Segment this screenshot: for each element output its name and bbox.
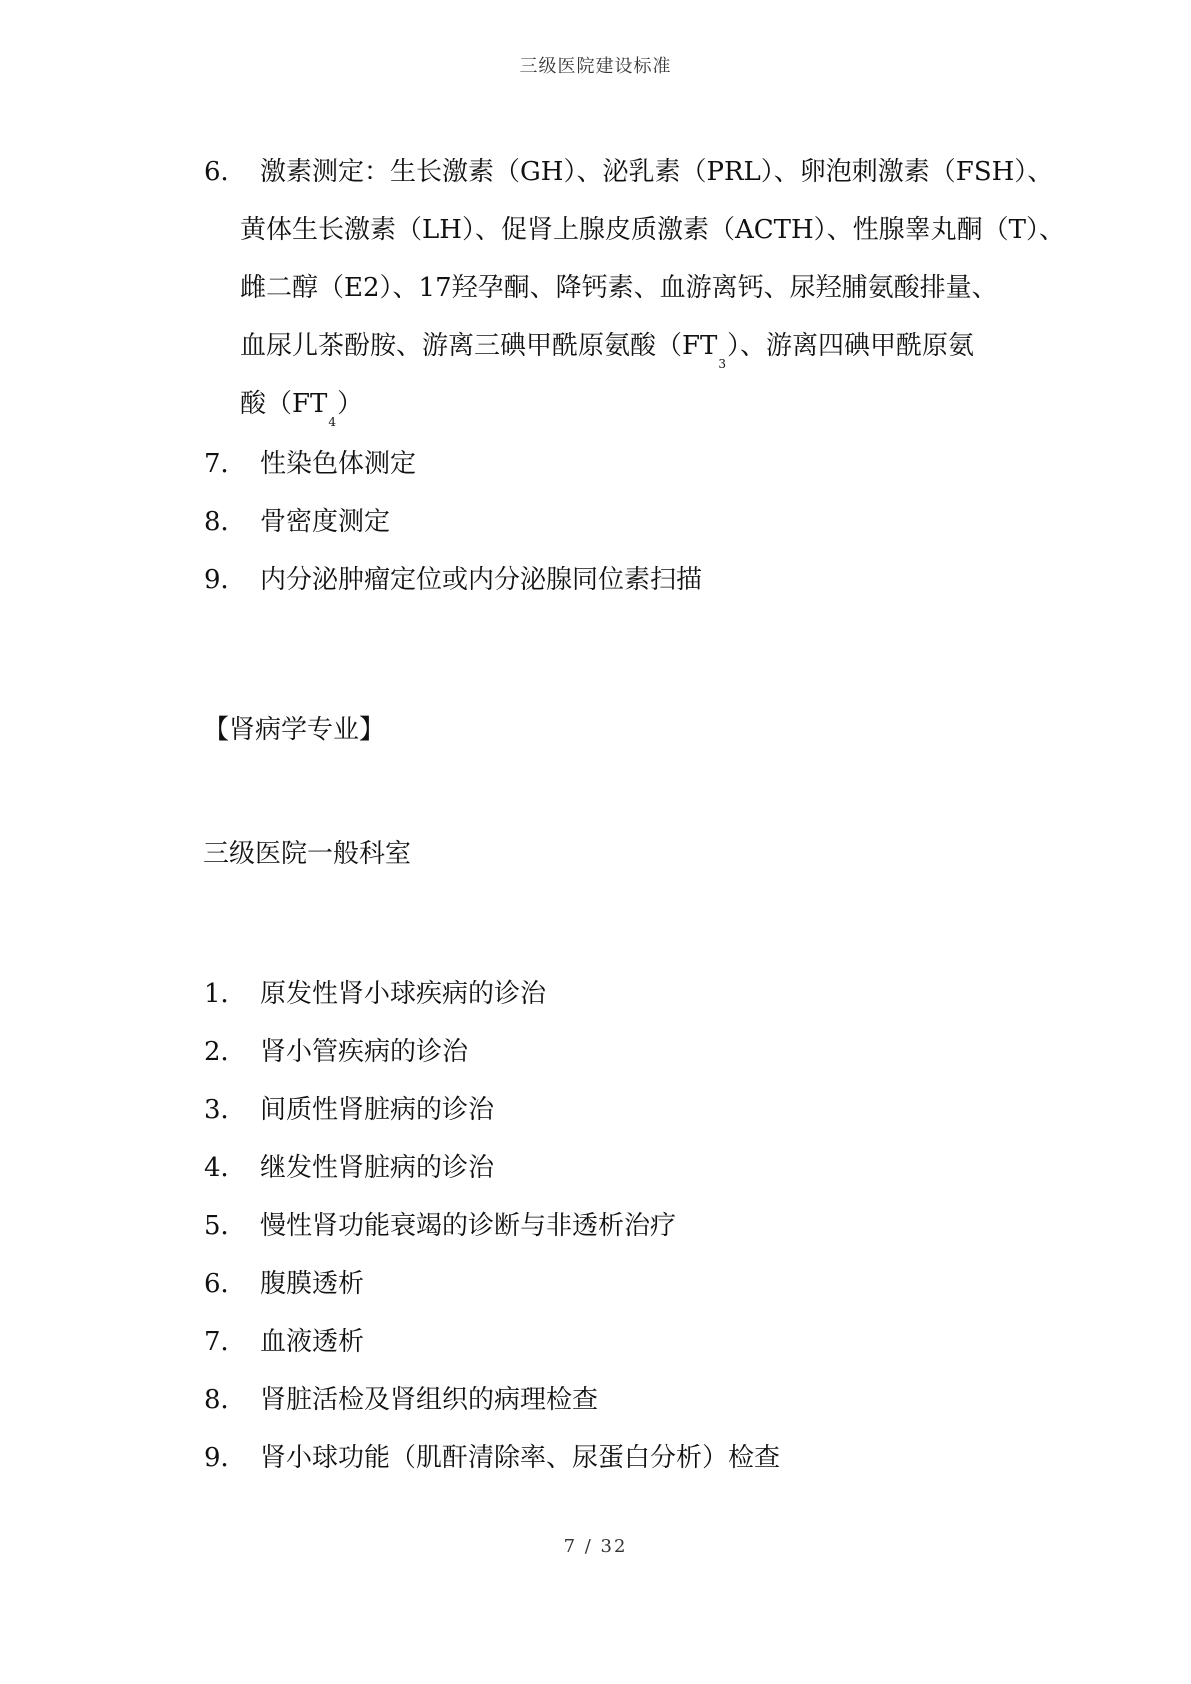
department-title: 三级医院一般科室 bbox=[203, 839, 412, 869]
list-item-number: 2． bbox=[204, 1037, 247, 1067]
list-item-number: 3． bbox=[204, 1095, 247, 1125]
section-title: 【肾病学专业】 bbox=[203, 715, 386, 745]
list-item-number: 5． bbox=[204, 1211, 247, 1241]
page-number: 7 / 32 bbox=[563, 1536, 628, 1557]
list-item bbox=[204, 506, 390, 538]
list-item-text: 间质性肾脏病的诊治 bbox=[260, 1095, 495, 1125]
text-segment: ）、游离四碘甲酰原氨 bbox=[727, 331, 975, 361]
list-item-text: 激素测定：生长激素（GH）、泌乳素（PRL）、卵泡刺激素（FSH）、 bbox=[260, 157, 1054, 187]
list-item-text: 继发性肾脏病的诊治 bbox=[260, 1153, 495, 1183]
list-item bbox=[204, 978, 546, 1010]
text-segment: 酸（FT bbox=[240, 389, 328, 419]
list-item-text: 慢性肾功能衰竭的诊断与非透析治疗 bbox=[260, 1211, 677, 1241]
list-item-number: 8． bbox=[204, 507, 247, 537]
list-item-number: 7． bbox=[204, 449, 247, 479]
list-item-number: 9． bbox=[204, 565, 247, 595]
list-item-text: 性染色体测定 bbox=[260, 449, 417, 479]
list-item bbox=[204, 1384, 598, 1416]
list-item bbox=[204, 1210, 676, 1242]
list-item bbox=[204, 156, 1053, 188]
list-item-text: 血液透析 bbox=[260, 1327, 365, 1357]
text-segment: 血尿儿茶酚胺、游离三碘甲酰原氨酸（FT bbox=[240, 331, 718, 361]
list-item bbox=[204, 1442, 780, 1474]
list-item-number: 6． bbox=[204, 157, 247, 187]
list-item-text: 骨密度测定 bbox=[260, 507, 391, 537]
text-segment: ） bbox=[337, 389, 364, 419]
list-item-number: 9． bbox=[204, 1443, 247, 1473]
list-item-number: 7． bbox=[204, 1327, 247, 1357]
list-item bbox=[204, 448, 416, 480]
list-item-number: 8． bbox=[204, 1385, 247, 1415]
list-item-continuation bbox=[240, 330, 975, 371]
list-item-text: 肾小管疾病的诊治 bbox=[260, 1037, 469, 1067]
list-item bbox=[204, 1094, 494, 1126]
list-item-continuation: 黄体生长激素（LH）、促肾上腺皮质激素（ACTH）、性腺睾丸酮（T）、 bbox=[240, 215, 1065, 245]
subscript: 3 bbox=[718, 357, 727, 371]
list-item bbox=[204, 1036, 468, 1068]
list-item bbox=[204, 1152, 494, 1184]
list-item-text: 原发性肾小球疾病的诊治 bbox=[260, 979, 547, 1009]
list-item-text: 内分泌肿瘤定位或内分泌腺同位素扫描 bbox=[260, 565, 703, 595]
list-item bbox=[204, 564, 702, 596]
page-header: 三级医院建设标准 bbox=[519, 56, 672, 77]
list-item-text: 腹膜透析 bbox=[260, 1269, 365, 1299]
list-item-continuation bbox=[240, 388, 364, 429]
list-item bbox=[204, 1326, 364, 1358]
list-item-text: 肾小球功能（肌酐清除率、尿蛋白分析）检查 bbox=[260, 1443, 781, 1473]
list-item bbox=[204, 1268, 364, 1300]
subscript: 4 bbox=[328, 415, 337, 429]
list-item-continuation: 雌二醇（E2）、17羟孕酮、降钙素、血游离钙、尿羟脯氨酸排量、 bbox=[240, 273, 998, 303]
list-item-number: 1． bbox=[204, 979, 247, 1009]
list-item-text: 肾脏活检及肾组织的病理检查 bbox=[260, 1385, 599, 1415]
list-item-number: 6． bbox=[204, 1269, 247, 1299]
list-item-number: 4． bbox=[204, 1153, 247, 1183]
